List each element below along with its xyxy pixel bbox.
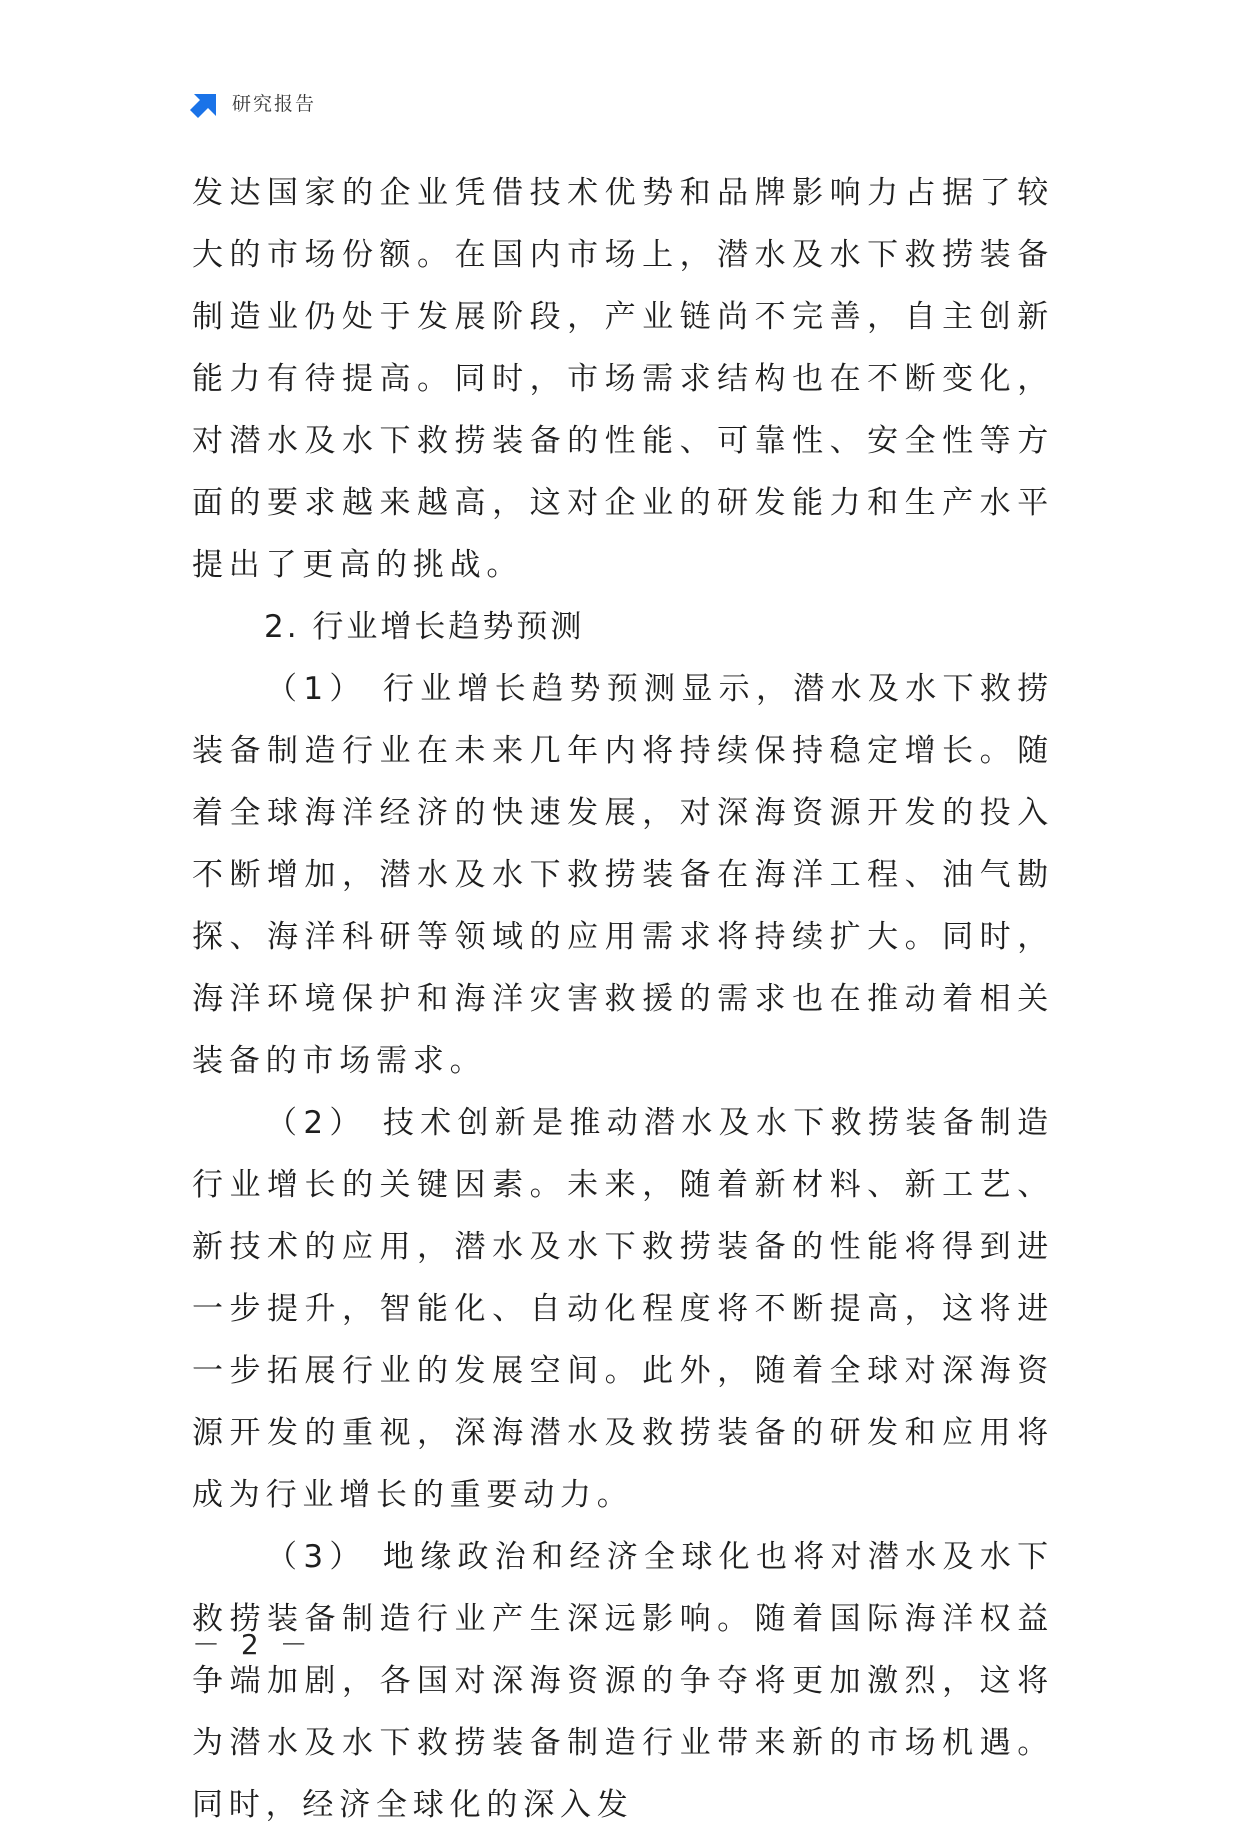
report-title: 研究报告	[232, 93, 317, 115]
arrow-up-right-icon	[188, 88, 220, 120]
section-heading: 2. 行业增长趋势预测	[264, 609, 585, 645]
paragraph-item-2: （2） 技术创新是推动潜水及水下救捞装备制造行业增长的关键因素。未来，随着新材料、新工艺、新技术的应用，潜水及水下救捞装备的性能将得到进一步提升，智能化、自动化程度将不断提高，这将进一步拓展行业的发展空间。此外，随着全球对深海资源开发的重视，深海潜水及救捞装备的研发和应用将成为行业增长的重要动力。	[192, 1105, 1054, 1513]
page-number: － 2 －	[192, 1628, 314, 1661]
paragraph: 发达国家的企业凭借技术优势和品牌影响力占据了较大的市场份额。在国内市场上，潜水及水下救捞装备制造业仍处于发展阶段，产业链尚不完善，自主创新能力有待提高。同时，市场需求结构也在不断变化，对潜水及水下救捞装备的性能、可靠性、安全性等方面的要求越来越高，这对企业的研发能力和生产水平提出了更高的挑战。	[192, 175, 1054, 583]
paragraph-item-3: （3） 地缘政治和经济全球化也将对潜水及水下救捞装备制造行业产生深远影响。随着国际海洋权益争端加剧，各国对深海资源的争夺将更加激烈，这将为潜水及水下救捞装备制造行业带来新的市场机遇。同时，经济全球化的深入发	[192, 1539, 1054, 1823]
report-header	[188, 88, 316, 120]
paragraph-item-1: （1） 行业增长趋势预测显示，潜水及水下救捞装备制造行业在未来几年内将持续保持稳定增长。随着全球海洋经济的快速发展，对深海资源开发的投入不断增加，潜水及水下救捞装备在海洋工程、油气勘探、海洋科研等领域的应用需求将持续扩大。同时，海洋环境保护和海洋灾害救援的需求也在推动着相关装备的市场需求。	[192, 671, 1054, 1079]
document-body	[192, 162, 1054, 1836]
